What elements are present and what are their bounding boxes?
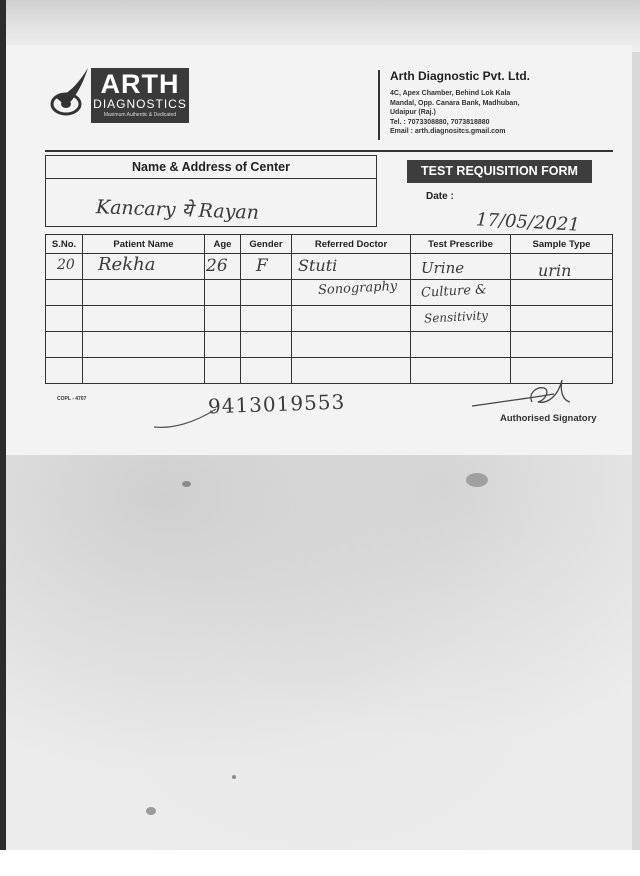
column-header: Age [205, 235, 241, 254]
form-code: COPL - 4707 [57, 396, 87, 402]
referred-doctor-cell: Stuti [298, 256, 338, 275]
patient-name-cell: Rekha [98, 254, 156, 275]
center-heading: Name & Address of Center [46, 156, 376, 179]
form-title: TEST REQUISITION FORM [407, 160, 592, 183]
center-name-handwritten: Kancary ये Rayan [95, 196, 260, 224]
logo-subtitle: DIAGNOSTICS [93, 97, 187, 111]
blank-sheet-area [6, 455, 632, 850]
logo-title: ARTH [100, 69, 180, 99]
date-handwritten: 17/05/2021 [475, 209, 581, 236]
table-header-row [46, 235, 613, 254]
sample-type-cell: urin [538, 261, 572, 280]
ink-blot [232, 775, 236, 779]
logo-tagline: Maximum Authentic & Dedicated [103, 112, 177, 118]
header-divider [378, 70, 380, 140]
signature-label: Authorised Signatory [500, 413, 597, 424]
handwriting-stroke [150, 405, 220, 431]
ink-blot [146, 807, 156, 815]
company-telephone: Tel. : 7073308880, 7073818880 [390, 118, 490, 126]
logo-swoosh-icon [48, 66, 92, 122]
date-label: Date : [426, 191, 454, 202]
ink-blot [182, 481, 191, 487]
company-logo [91, 68, 189, 123]
scan-margin-bottom [0, 850, 640, 876]
column-header: Test Prescribe [411, 235, 511, 254]
age-cell: 26 [206, 256, 228, 276]
test-prescribe-cell: Urine [421, 259, 465, 277]
address-line: 4C, Apex Chamber, Behind Lok Kala [390, 90, 511, 97]
serial-number-cell: 20 [57, 257, 75, 273]
company-name: Arth Diagnostic Pvt. Ltd. [390, 69, 531, 83]
test-prescribe-cell: Culture & [420, 282, 488, 301]
column-header: Referred Doctor [292, 235, 411, 254]
company-email: Email : arth.diagnositcs.gmail.com [390, 128, 506, 135]
column-header: Sample Type [511, 235, 613, 254]
column-header: S.No. [46, 235, 83, 254]
table-row [46, 332, 613, 358]
table-row [46, 306, 613, 332]
column-header: Gender [241, 235, 292, 254]
test-prescribe-cell: Sensitivity [423, 308, 489, 326]
column-header: Patient Name [83, 235, 205, 254]
company-info [390, 68, 530, 137]
address-line: Mandal, Opp. Canara Bank, Madhuban, [390, 99, 520, 107]
address-line: Udaipur (Raj.) [390, 109, 436, 116]
header-rule [45, 150, 613, 152]
ink-blot [466, 473, 488, 487]
gender-cell: F [256, 256, 268, 276]
signature-mark [470, 372, 590, 414]
referred-doctor-cell: Sonography [317, 278, 398, 299]
phone-handwritten: 9413019553 [207, 389, 346, 419]
